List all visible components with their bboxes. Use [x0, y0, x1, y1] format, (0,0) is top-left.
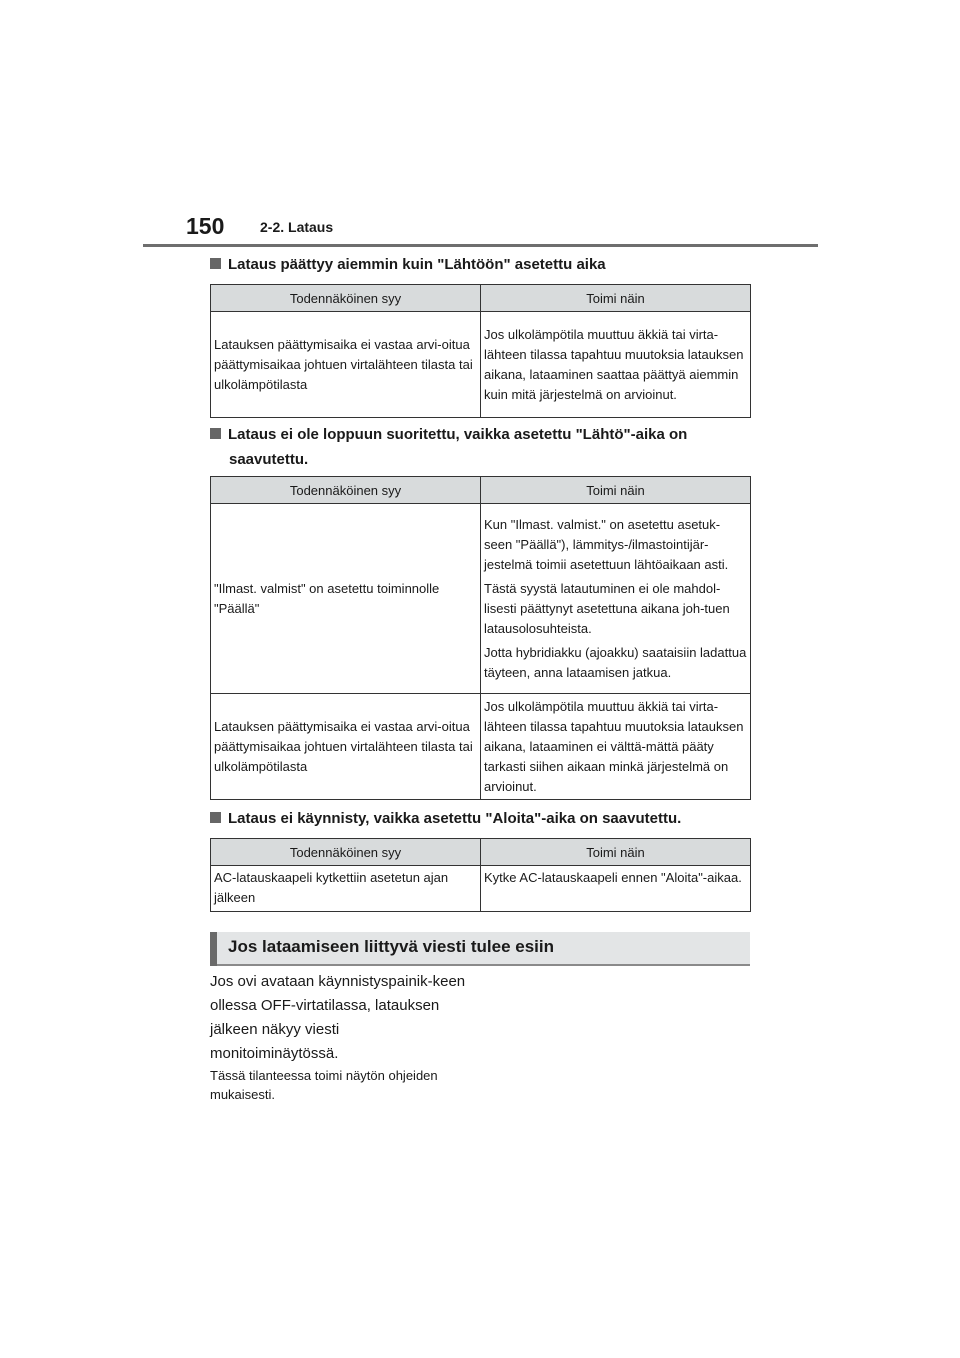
action-header: Toimi näin: [481, 477, 751, 504]
cause-header: Todennäköinen syy: [211, 285, 481, 312]
square-bullet-icon: [210, 812, 221, 823]
action-header: Toimi näin: [481, 839, 751, 866]
cause-cell: AC-latauskaapeli kytkettiin asetetun ajan jälkeen: [211, 866, 481, 912]
table-header-row: [211, 477, 751, 504]
cause-header: Todennäköinen syy: [211, 477, 481, 504]
section1-heading: [210, 252, 606, 277]
section3-heading-text: Lataus ei käynnisty, vaikka asetettu "Aloita"-aika on saavutettu.: [228, 810, 682, 827]
square-bullet-icon: [210, 258, 221, 269]
cause-cell: Latauksen päättymisaika ei vastaa arvi-oitua päättymisaikaa johtuen virtalähteen tilasta tai ulkolämpötilasta: [211, 694, 481, 800]
action-paragraph: Jotta hybridiakku (ajoakku) saataisiin ladattua täyteen, anna lataamisen jatkua.: [484, 644, 747, 680]
note-paragraph: Tässä tilanteessa toimi näytön ohjeiden mukaisesti.: [210, 1068, 438, 1102]
section2-heading: [210, 422, 687, 472]
table-header-row: [211, 285, 751, 312]
table-row: [211, 312, 751, 418]
action-cell: Jos ulkolämpötila muuttuu äkkiä tai virta-lähteen tilassa tapahtuu muutoksia latauksen aikana, lataaminen saattaa päättyä aiemmin kuin mitä järjestelmä on arvioinut.: [481, 312, 751, 418]
header-rule: [143, 244, 818, 247]
action-cell: Kytke AC-latauskaapeli ennen "Aloita"-aikaa.: [481, 866, 751, 912]
action-cell: [481, 504, 751, 694]
table-header-row: [211, 839, 751, 866]
section2-heading-line1: Lataus ei ole loppuun suoritettu, vaikka asetettu "Lähtö"-aika on: [228, 426, 688, 443]
square-bullet-icon: [210, 428, 221, 439]
action-header: Toimi näin: [481, 285, 751, 312]
table-row: [211, 866, 751, 912]
action-cell: Jos ulkolämpötila muuttuu äkkiä tai virta-lähteen tilassa tapahtuu muutoksia latauksen aikana, lataaminen ei välttä-mättä pääty tarkasti siihen aikaan minkä järjestelmä on arvioinut.: [481, 694, 751, 800]
section1-table: [210, 284, 751, 418]
section3-heading: [210, 806, 681, 831]
section2-table: [210, 476, 751, 800]
section-banner: [210, 932, 750, 966]
section1-heading-text: Lataus päättyy aiemmin kuin "Lähtöön" asetettu aika: [228, 256, 606, 273]
cause-cell: "Ilmast. valmist" on asetettu toiminnolle "Päällä": [211, 504, 481, 694]
section2-heading-line2: saavutettu.: [229, 451, 309, 468]
body-paragraph: Jos ovi avataan käynnistyspainik-keen ollessa OFF-virtatilassa, latauksen jälkeen näkyy viesti monitoiminäytössä.: [210, 973, 466, 1062]
action-paragraph: Kun "Ilmast. valmist." on asetettu asetuk-seen "Päällä"), lämmitys-/ilmastointijär-jestelmä toimii asetettuun lähtöaikaan asti.: [484, 516, 729, 572]
section-label: 2-2. Lataus: [260, 219, 334, 235]
page-number: 150: [186, 213, 225, 239]
cause-header: Todennäköinen syy: [211, 839, 481, 866]
action-paragraph: Tästä syystä latautuminen ei ole mahdol-lisesti päättynyt asetettuna aikana joh-tuen latausolosuhteista.: [484, 580, 730, 636]
cause-cell: Latauksen päättymisaika ei vastaa arvi-oitua päättymisaikaa johtuen virtalähteen tilasta tai ulkolämpötilasta: [211, 312, 481, 418]
table-row: [211, 504, 751, 694]
section3-table: [210, 838, 751, 912]
table-row: [211, 694, 751, 800]
banner-title: Jos lataamiseen liittyvä viesti tulee esiin: [228, 937, 554, 956]
banner-accent-bar: [210, 932, 217, 966]
